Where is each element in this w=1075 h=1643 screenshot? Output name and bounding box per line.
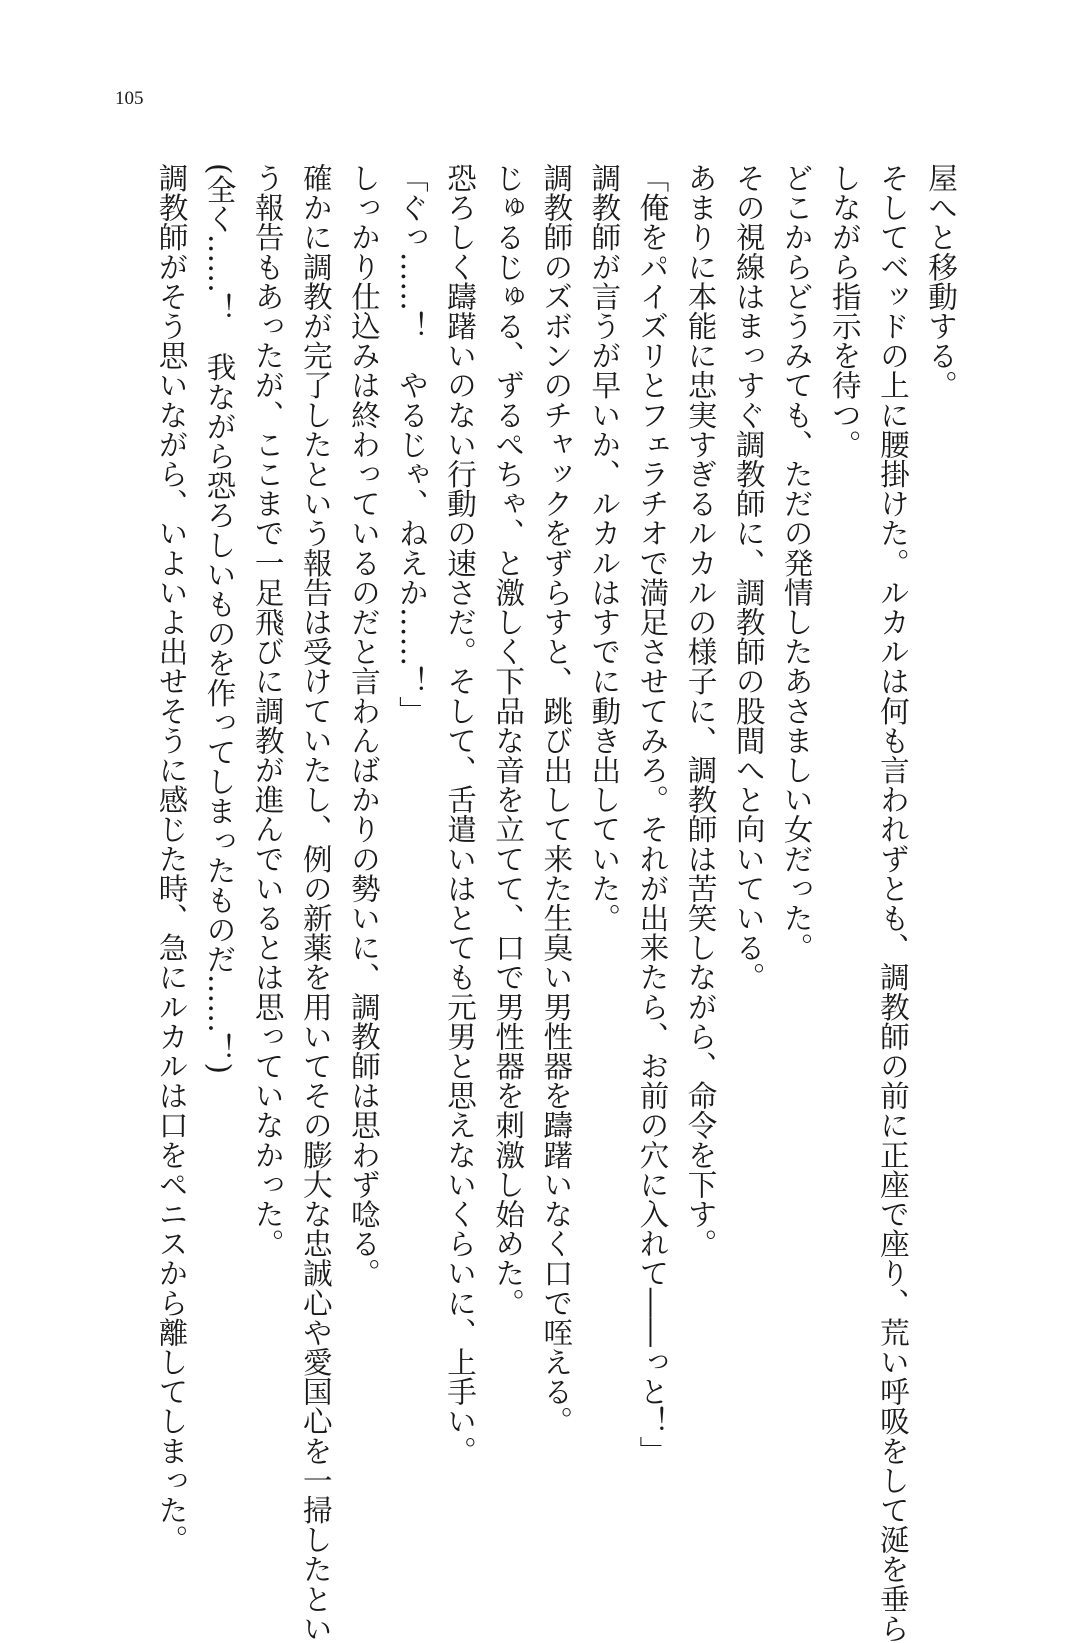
text-line: 「俺をパイズリとフェラチオで満足させてみろ。それが出来たら、お前の穴に入れて――っと！」 [635,163,670,1466]
text-line: そしてベッドの上に腰掛けた。ルカルは何も言われずとも、調教師の前に正座で座り、荒い呼吸をして涎を垂ら [875,163,910,1643]
text-line: あまりに本能に忠実すぎるルカルの様子に、調教師は苦笑しながら、命令を下す。 [683,163,718,1259]
text-line: 恐ろしく躊躇いのない行動の速さだ。そして、舌遣いはとても元男と思えないくらいに、上手い。 [443,163,478,1466]
text-line: しっかり仕込みは終わっているのだと言わんばかりの勢いに、調教師は思わず唸る。 [346,163,381,1288]
text-line: (全く……！ 我ながら恐ろしいものを作ってしまったものだ……！) [202,163,237,1075]
text-line: 「ぐっ……！ やるじゃ、ねえか……！」 [394,163,429,726]
page-number: 105 [115,88,144,109]
text-line: じゅるじゅる、ずるぺちゃ、と激しく下品な音を立てて、口で男性器を刺激し始めた。 [491,163,526,1318]
text-line: その視線はまっすぐ調教師に、調教師の股間へと向いている。 [731,163,766,992]
text-line: どこからどうみても、ただの発情したあさましい女だった。 [779,163,814,963]
text-line: 調教師が言うが早いか、ルカルはすでに動き出していた。 [587,163,622,933]
text-line: 屋へと移動する。 [924,163,958,400]
text-line: う報告もあったが、ここまで一足飛びに調教が進んでいるとは思っていなかった。 [250,163,285,1259]
text-line: 調教師のズボンのチャックをずらすと、跳び出して来た生臭い男性器を躊躇いなく口で咥える。 [539,163,574,1436]
text-line: 調教師がそう思いながら、いよいよ出せそうに感じた時、急にルカルは口をペニスから離してしまった。 [154,163,189,1555]
text-line: しながら指示を待つ。 [827,163,862,459]
text-line: 確かに調教が完了したという報告は受けていたし、例の新薬を用いてその膨大な忠誠心や愛国心を一掃したとい [298,163,333,1643]
body-text [147,163,965,1643]
